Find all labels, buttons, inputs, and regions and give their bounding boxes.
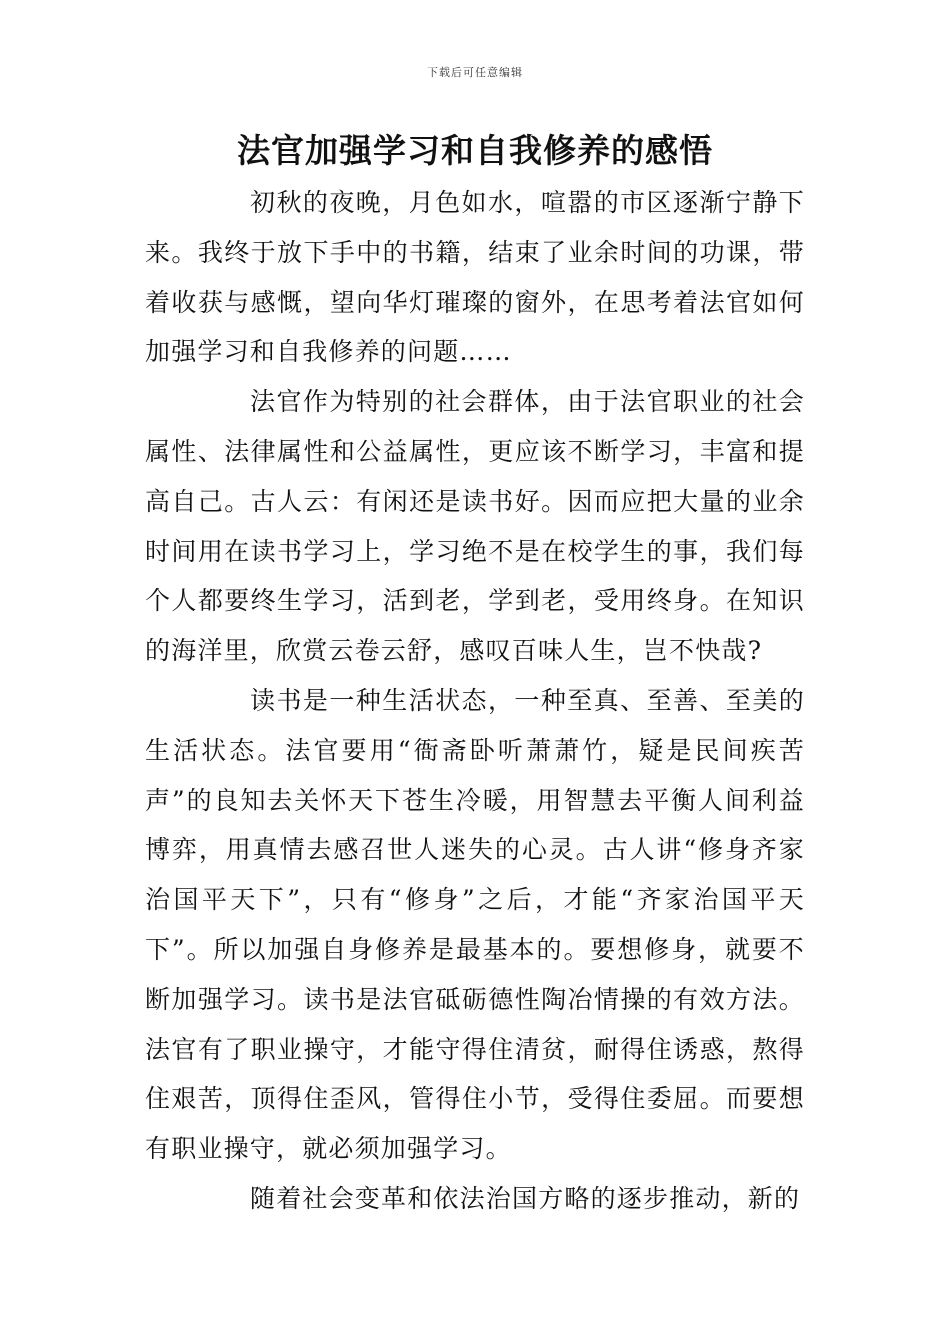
document-title: 法官加强学习和自我修养的感悟	[237, 131, 713, 170]
paragraph-2: 法官作为特别的社会群体，由于法官职业的社会属性、法律属性和公益属性，更应该不断学习，丰富和提高自己。古人云：有闲还是读书好。因而应把大量的业余时间用在读书学习上，学习绝不是在校学生的事，我们每个人都要终生学习，活到老，学到老，受用终身。在知识的海洋里，欣赏云卷云舒，感叹百味人生，岂不快哉?	[145, 387, 805, 666]
header-note: 下载后可任意编辑	[427, 66, 523, 79]
document-body	[145, 178, 805, 1224]
paragraph-4: 随着社会变革和依法治国方略的逐步推动，新的	[250, 1183, 801, 1213]
paragraph-1: 初秋的夜晚，月色如水，喧嚣的市区逐渐宁静下来。我终于放下手中的书籍，结束了业余时间的功课，带着收获与感慨，望向华灯璀璨的窗外，在思考着法官如何加强学习和自我修养的问题……	[145, 188, 805, 367]
paragraph-3: 读书是一种生活状态，一种至真、至善、至美的生活状态。法官要用“衙斋卧听萧萧竹，疑是民间疾苦声”的良知去关怀天下苍生冷暖，用智慧去平衡人间利益博弈，用真情去感召世人迷失的心灵。古人讲“修身齐家治国平天下”，只有“修身”之后，才能“齐家治国平天下”。所以加强自身修养是最基本的。要想修身，就要不断加强学习。读书是法官砥砺德性陶冶情操的有效方法。法官有了职业操守，才能守得住清贫，耐得住诱惑，熬得住艰苦，顶得住歪风，管得住小节，受得住委屈。而要想有职业操守，就必须加强学习。	[145, 685, 805, 1164]
